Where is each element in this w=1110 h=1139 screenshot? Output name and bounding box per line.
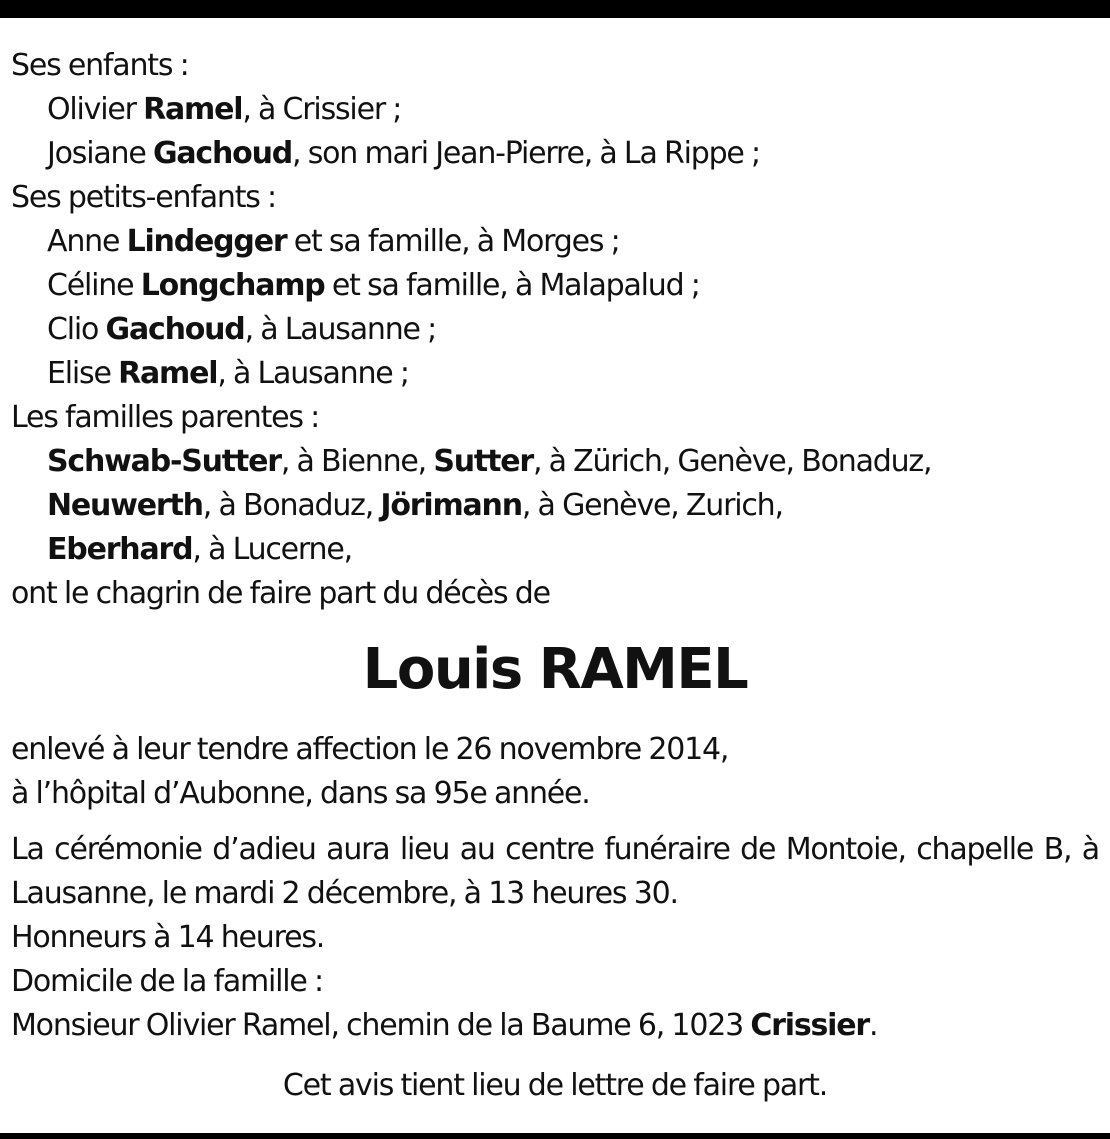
top-rule <box>0 0 1110 18</box>
grandchild-entry <box>11 308 1099 352</box>
child-last-name: Gachoud <box>152 136 293 171</box>
deceased-name: Louis RAMEL <box>362 637 748 702</box>
relative-family-name: Jörimann <box>380 488 522 523</box>
grandchild-first-name: Anne <box>47 224 120 259</box>
relative-detail: , à Zürich, Genève, Bonaduz, <box>532 444 932 479</box>
child-first-name: Olivier <box>47 92 136 127</box>
domicile-address <box>11 1004 1099 1048</box>
child-entry <box>11 88 1099 132</box>
announcement-text: ont le chagrin de faire part du décès de <box>11 576 550 611</box>
grandchild-entry <box>11 352 1099 396</box>
grandchild-last-name: Lindegger <box>126 224 287 259</box>
relatives-line <box>11 528 1099 572</box>
death-line: enlevé à leur tendre affection le 26 novembre 2014, <box>11 732 729 767</box>
grandchild-detail: et sa famille, à Malapalud ; <box>324 268 700 303</box>
relative-family-name: Eberhard <box>47 532 193 567</box>
relative-detail: , à Bienne, <box>280 444 434 479</box>
child-detail: , son mari Jean-Pierre, à La Rippe ; <box>292 136 760 171</box>
children-heading: Ses enfants : <box>11 48 189 83</box>
grandchild-first-name: Céline <box>47 268 134 303</box>
relatives-line <box>11 484 1099 528</box>
child-last-name: Ramel <box>143 92 243 127</box>
child-first-name: Josiane <box>47 136 146 171</box>
relatives-heading: Les familles parentes : <box>11 400 320 435</box>
child-entry <box>11 132 1099 176</box>
bottom-rule <box>0 1133 1110 1139</box>
relatives-line <box>11 440 1099 484</box>
grandchild-detail: , à Lausanne ; <box>244 312 437 347</box>
grandchild-entry <box>11 264 1099 308</box>
relative-family-name: Sutter <box>433 444 533 479</box>
grandchild-detail: et sa famille, à Morges ; <box>286 224 620 259</box>
grandchild-detail: , à Lausanne ; <box>217 356 409 391</box>
closing-note: Cet avis tient lieu de lettre de faire part. <box>282 1068 828 1103</box>
address-end: . <box>868 1008 878 1043</box>
child-detail: , à Crissier ; <box>242 92 402 127</box>
honours-text: Honneurs à 14 heures. <box>11 920 325 955</box>
relative-detail: , à Lucerne, <box>192 532 352 567</box>
obituary-notice <box>11 44 1099 1108</box>
grandchild-first-name: Elise <box>47 356 111 391</box>
grandchild-last-name: Gachoud <box>105 312 245 347</box>
address-text: Monsieur Olivier Ramel, chemin de la Baume 6, 1023 <box>11 1008 751 1043</box>
relative-detail: , à Genève, Zurich, <box>521 488 783 523</box>
relative-detail: , à Bonaduz, <box>202 488 381 523</box>
relative-family-name: Neuwerth <box>47 488 203 523</box>
domicile-heading: Domicile de la famille : <box>11 964 323 999</box>
address-city: Crissier <box>750 1008 869 1043</box>
grandchild-last-name: Ramel <box>118 356 218 391</box>
grandchild-last-name: Longchamp <box>140 268 325 303</box>
ceremony-paragraph: La cérémonie d’adieu aura lieu au centre funéraire de Montoie, chapelle B, à Lausanne, le mardi 2 décembre, à 13 heures 30. <box>11 832 1099 911</box>
relative-family-name: Schwab-Sutter <box>47 444 281 479</box>
death-line: à l’hôpital d’Aubonne, dans sa 95e année. <box>11 776 590 811</box>
grandchildren-heading: Ses petits-enfants : <box>11 180 276 215</box>
grandchild-first-name: Clio <box>47 312 99 347</box>
grandchild-entry <box>11 220 1099 264</box>
